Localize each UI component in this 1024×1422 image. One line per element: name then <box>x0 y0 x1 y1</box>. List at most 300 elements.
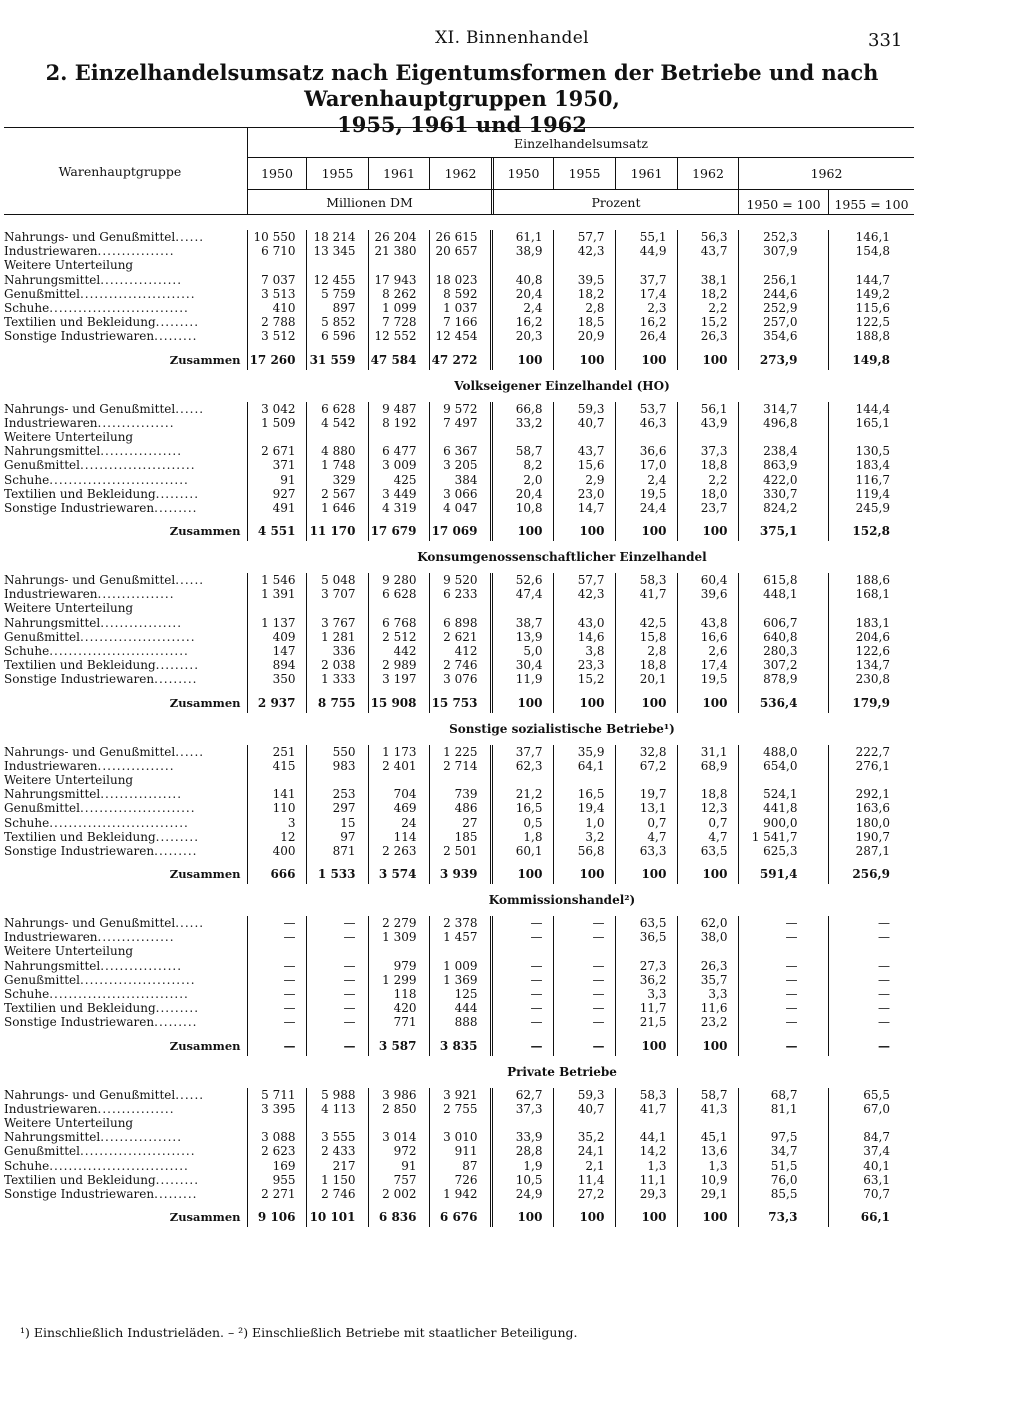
value-cell <box>247 601 306 615</box>
value-cell: 10,8 <box>491 501 553 515</box>
value-cell: 63,3 <box>615 844 677 858</box>
value-cell: 245,9 <box>828 501 920 515</box>
row-label-cell <box>4 402 247 416</box>
value-cell: — <box>491 1001 553 1015</box>
table-row <box>4 616 920 630</box>
value-cell: 615,8 <box>738 573 828 587</box>
leader-dots: ...... <box>175 744 205 759</box>
value-cell: — <box>247 987 306 1001</box>
value-cell: 11,1 <box>615 1173 677 1187</box>
value-cell: 168,1 <box>828 587 920 601</box>
value-cell: 7 497 <box>429 416 491 430</box>
section-heading-cell <box>4 1056 920 1088</box>
total-value-cell: 179,9 <box>828 693 920 713</box>
value-cell: 2 271 <box>247 1187 306 1201</box>
row-label-cell <box>4 501 247 515</box>
value-cell: — <box>491 1015 553 1029</box>
row-label-cell <box>4 672 247 686</box>
value-cell: 863,9 <box>738 458 828 472</box>
value-cell: 1 225 <box>429 745 491 759</box>
value-cell: 34,7 <box>738 1144 828 1158</box>
value-cell: 1 541,7 <box>738 830 828 844</box>
value-cell: 38,0 <box>677 930 738 944</box>
leader-dots: ......... <box>155 829 200 844</box>
total-value-cell: 8 755 <box>306 693 368 713</box>
value-cell: 2,2 <box>677 301 738 315</box>
value-cell: 67,2 <box>615 759 677 773</box>
value-cell: 2 850 <box>368 1102 429 1116</box>
value-cell <box>828 258 920 272</box>
value-cell: 1 509 <box>247 416 306 430</box>
leader-dots: ................. <box>100 272 183 287</box>
value-cell <box>615 944 677 958</box>
leader-dots: ................ <box>97 1101 175 1116</box>
value-cell: 28,8 <box>491 1144 553 1158</box>
value-cell: 38,1 <box>677 273 738 287</box>
row-label-cell <box>4 1187 247 1201</box>
value-cell: 2 501 <box>429 844 491 858</box>
value-cell: 32,8 <box>615 745 677 759</box>
value-cell <box>677 430 738 444</box>
value-cell: 16,2 <box>491 315 553 329</box>
value-cell: 3 076 <box>429 672 491 686</box>
value-cell: 37,7 <box>491 745 553 759</box>
value-cell <box>306 773 368 787</box>
value-cell: 60,4 <box>677 573 738 587</box>
value-cell: 42,5 <box>615 616 677 630</box>
section-heading-cell <box>4 541 920 573</box>
value-cell: 878,9 <box>738 672 828 686</box>
value-cell <box>738 430 828 444</box>
total-value-cell: — <box>247 1036 306 1056</box>
value-cell: 12 454 <box>429 329 491 343</box>
value-cell <box>677 773 738 787</box>
total-row <box>4 864 920 884</box>
row-label: Weitere Unterteilung <box>4 944 134 959</box>
value-cell: 5 852 <box>306 315 368 329</box>
value-cell: 41,3 <box>677 1102 738 1116</box>
total-value-cell: 17 260 <box>247 350 306 370</box>
value-cell: 606,7 <box>738 616 828 630</box>
total-value-cell: 273,9 <box>738 350 828 370</box>
value-cell: 12 455 <box>306 273 368 287</box>
value-cell: 38,7 <box>491 616 553 630</box>
value-cell: 415 <box>247 759 306 773</box>
section-heading-row <box>4 1056 920 1088</box>
row-label: Nahrungs- und Genußmittel <box>4 916 176 931</box>
row-label-cell <box>4 230 247 244</box>
value-cell: 2 512 <box>368 630 429 644</box>
table-row <box>4 329 920 343</box>
value-cell: 44,9 <box>615 244 677 258</box>
total-value-cell: 666 <box>247 864 306 884</box>
value-cell: 2 401 <box>368 759 429 773</box>
table-row <box>4 587 920 601</box>
value-cell: — <box>247 1015 306 1029</box>
value-cell: 10 550 <box>247 230 306 244</box>
value-cell: 625,3 <box>738 844 828 858</box>
row-label: Sonstige Industriewaren <box>4 672 155 687</box>
row-label-cell <box>4 787 247 801</box>
value-cell: — <box>306 916 368 930</box>
value-cell: 1 646 <box>306 501 368 515</box>
value-cell: 384 <box>429 472 491 486</box>
total-value-cell: — <box>491 1036 553 1056</box>
row-label-cell <box>4 1158 247 1172</box>
value-cell: 297 <box>306 801 368 815</box>
value-cell <box>615 430 677 444</box>
total-value-cell: 100 <box>615 350 677 370</box>
value-cell: 16,5 <box>491 801 553 815</box>
total-row <box>4 693 920 713</box>
value-cell: 45,1 <box>677 1130 738 1144</box>
value-cell: 1 099 <box>368 301 429 315</box>
value-cell: 983 <box>306 759 368 773</box>
value-cell: — <box>491 973 553 987</box>
value-cell: 18,8 <box>677 458 738 472</box>
table-row <box>4 1102 920 1116</box>
value-cell: 36,2 <box>615 973 677 987</box>
row-label-cell <box>4 1130 247 1144</box>
value-cell: 550 <box>306 745 368 759</box>
value-cell: 14,6 <box>553 630 615 644</box>
table-row <box>4 1130 920 1144</box>
header-top-rule <box>4 127 914 128</box>
value-cell <box>306 430 368 444</box>
leader-dots: ...... <box>175 916 205 931</box>
value-cell: 47,4 <box>491 587 553 601</box>
value-cell: — <box>738 959 828 973</box>
total-value-cell: 375,1 <box>738 521 828 541</box>
row-label-cell <box>4 944 247 958</box>
table-row <box>4 416 920 430</box>
year-header-1955: 1955 <box>321 166 354 181</box>
row-label: Sonstige Industriewaren <box>4 843 155 858</box>
row-label-cell <box>4 301 247 315</box>
value-cell: 43,7 <box>553 444 615 458</box>
value-cell: 40,8 <box>491 273 553 287</box>
value-cell: 1 546 <box>247 573 306 587</box>
row-label: Nahrungsmittel <box>4 272 101 287</box>
row-label-cell <box>4 472 247 486</box>
value-cell <box>247 944 306 958</box>
value-cell <box>615 1116 677 1130</box>
value-cell: 40,1 <box>828 1158 920 1172</box>
table-row <box>4 1158 920 1172</box>
value-cell: 30,4 <box>491 658 553 672</box>
value-cell: — <box>553 987 615 1001</box>
value-cell <box>306 1116 368 1130</box>
value-cell: 17,0 <box>615 458 677 472</box>
value-cell: 253 <box>306 787 368 801</box>
value-cell: 469 <box>368 801 429 815</box>
value-cell: 640,8 <box>738 630 828 644</box>
section-heading-cell <box>4 884 920 916</box>
value-cell <box>247 430 306 444</box>
leader-dots: ................ <box>97 758 175 773</box>
row-label-cell <box>4 987 247 1001</box>
page-number: 331 <box>868 30 903 51</box>
value-cell: 43,7 <box>677 244 738 258</box>
value-cell: 422,0 <box>738 472 828 486</box>
value-cell: 16,5 <box>553 787 615 801</box>
value-cell: 188,6 <box>828 573 920 587</box>
total-value-cell: 47 584 <box>368 350 429 370</box>
leader-dots: ......... <box>154 500 198 515</box>
table-row <box>4 987 920 1001</box>
leader-dots: ............................. <box>49 815 189 830</box>
leader-dots: ............................. <box>49 1158 189 1173</box>
section-heading-row <box>4 541 920 573</box>
value-cell <box>828 601 920 615</box>
value-cell: 3 707 <box>306 587 368 601</box>
value-cell <box>368 944 429 958</box>
table-row <box>4 1187 920 1201</box>
table-row <box>4 959 920 973</box>
value-cell: 33,2 <box>491 416 553 430</box>
value-cell: 65,5 <box>828 1088 920 1102</box>
value-cell <box>491 1116 553 1130</box>
total-row <box>4 1207 920 1227</box>
row-label-cell <box>4 844 247 858</box>
value-cell <box>306 601 368 615</box>
value-cell: 35,2 <box>553 1130 615 1144</box>
value-cell: 2 038 <box>306 658 368 672</box>
row-label: Nahrungsmittel <box>4 787 101 802</box>
row-label-cell <box>4 773 247 787</box>
value-cell: 37,3 <box>677 444 738 458</box>
table-row <box>4 630 920 644</box>
value-cell: 2 378 <box>429 916 491 930</box>
row-label: Schuhe <box>4 472 50 487</box>
leader-dots: ......... <box>155 658 200 673</box>
row-label: Genußmittel <box>4 1144 80 1159</box>
value-cell: 4 880 <box>306 444 368 458</box>
table-row <box>4 672 920 686</box>
row-label-cell <box>4 587 247 601</box>
value-cell: 81,1 <box>738 1102 828 1116</box>
value-cell: 771 <box>368 1015 429 1029</box>
row-label: Genußmittel <box>4 286 80 301</box>
value-cell: 491 <box>247 501 306 515</box>
value-cell: 287,1 <box>828 844 920 858</box>
value-cell <box>553 430 615 444</box>
row-label: Schuhe <box>4 644 50 659</box>
row-label-cell <box>4 916 247 930</box>
total-value-cell: 17 679 <box>368 521 429 541</box>
value-cell: 3 513 <box>247 287 306 301</box>
value-cell: 9 280 <box>368 573 429 587</box>
value-cell: 10,9 <box>677 1173 738 1187</box>
spanner-header: Einzelhandelsumsatz <box>514 136 648 151</box>
value-cell: 11,4 <box>553 1173 615 1187</box>
table-row <box>4 1173 920 1187</box>
value-cell: 2,6 <box>677 644 738 658</box>
leader-dots: ......... <box>154 1186 198 1201</box>
value-cell: 257,0 <box>738 315 828 329</box>
row-label: Industriewaren <box>4 415 98 430</box>
value-cell: 59,3 <box>553 402 615 416</box>
value-cell: 37,4 <box>828 1144 920 1158</box>
value-cell: 9 572 <box>429 402 491 416</box>
total-value-cell: — <box>306 1036 368 1056</box>
value-cell: 897 <box>306 301 368 315</box>
value-cell: 2 621 <box>429 630 491 644</box>
section-heading-row <box>4 713 920 745</box>
table-row <box>4 644 920 658</box>
leader-dots: ......... <box>154 843 198 858</box>
row-label-cell <box>4 430 247 444</box>
value-cell: 146,1 <box>828 230 920 244</box>
row-label: Genußmittel <box>4 801 80 816</box>
value-cell: 17,4 <box>677 658 738 672</box>
value-cell: 448,1 <box>738 587 828 601</box>
value-cell: 488,0 <box>738 745 828 759</box>
value-cell <box>553 773 615 787</box>
value-cell: — <box>553 1015 615 1029</box>
total-value-cell: 100 <box>677 693 738 713</box>
total-value-cell: 9 106 <box>247 1207 306 1227</box>
value-cell: 19,5 <box>615 487 677 501</box>
table-row <box>4 258 920 272</box>
row-label-cell <box>4 759 247 773</box>
value-cell: 4 047 <box>429 501 491 515</box>
value-cell: 2,2 <box>677 472 738 486</box>
value-cell: 496,8 <box>738 416 828 430</box>
total-value-cell: 2 937 <box>247 693 306 713</box>
section-heading: Konsumgenossenschaftlicher Einzelhandel <box>417 550 707 564</box>
value-cell: 1 037 <box>429 301 491 315</box>
value-cell: — <box>738 973 828 987</box>
value-cell: 154,8 <box>828 244 920 258</box>
value-cell: 5 711 <box>247 1088 306 1102</box>
value-cell: 314,7 <box>738 402 828 416</box>
row-label-cell <box>4 487 247 501</box>
value-cell: 955 <box>247 1173 306 1187</box>
value-cell: 217 <box>306 1158 368 1172</box>
value-cell: 56,1 <box>677 402 738 416</box>
leader-dots: ............................. <box>49 987 189 1002</box>
value-cell: 888 <box>429 1015 491 1029</box>
value-cell: 24,9 <box>491 1187 553 1201</box>
value-cell: 87 <box>429 1158 491 1172</box>
unit-prozent: Prozent <box>591 195 641 210</box>
value-cell: 410 <box>247 301 306 315</box>
value-cell: 1 391 <box>247 587 306 601</box>
value-cell: 13 345 <box>306 244 368 258</box>
leader-dots: ............................. <box>49 472 189 487</box>
value-cell: 23,0 <box>553 487 615 501</box>
value-cell: 183,1 <box>828 616 920 630</box>
value-cell: 371 <box>247 458 306 472</box>
value-cell: 2 714 <box>429 759 491 773</box>
total-value-cell: 591,4 <box>738 864 828 884</box>
value-cell: 70,7 <box>828 1187 920 1201</box>
value-cell <box>429 258 491 272</box>
value-cell: 7 166 <box>429 315 491 329</box>
value-cell: 1 748 <box>306 458 368 472</box>
table-row <box>4 301 920 315</box>
value-cell: 40,7 <box>553 416 615 430</box>
leader-dots: ...... <box>175 401 205 416</box>
value-cell: 5 988 <box>306 1088 368 1102</box>
total-value-cell: 100 <box>553 521 615 541</box>
value-cell: 6 596 <box>306 329 368 343</box>
value-cell: 204,6 <box>828 630 920 644</box>
leader-dots: ............................. <box>49 301 189 316</box>
total-value-cell: 10 101 <box>306 1207 368 1227</box>
leader-dots: ......... <box>154 672 198 687</box>
table-row <box>4 759 920 773</box>
value-cell <box>828 1116 920 1130</box>
value-cell: 1,0 <box>553 815 615 829</box>
value-cell: 27,3 <box>615 959 677 973</box>
value-cell: 20 657 <box>429 244 491 258</box>
value-cell: 3 555 <box>306 1130 368 1144</box>
value-cell: 10,5 <box>491 1173 553 1187</box>
value-cell <box>553 601 615 615</box>
total-value-cell: 1 533 <box>306 864 368 884</box>
value-cell: 292,1 <box>828 787 920 801</box>
value-cell: 15,6 <box>553 458 615 472</box>
leader-dots: ................. <box>100 615 183 630</box>
table-row <box>4 844 920 858</box>
total-label: Zusammen <box>169 524 241 538</box>
value-cell: 110 <box>247 801 306 815</box>
leader-dots: ........................ <box>79 286 196 301</box>
value-cell: 0,5 <box>491 815 553 829</box>
total-value-cell: 15 908 <box>368 693 429 713</box>
value-cell: — <box>828 930 920 944</box>
row-label: Textilien und Bekleidung <box>4 1001 156 1016</box>
value-cell: — <box>828 1001 920 1015</box>
table-row <box>4 501 920 515</box>
value-cell: 252,9 <box>738 301 828 315</box>
value-cell: 3 066 <box>429 487 491 501</box>
value-cell: 44,1 <box>615 1130 677 1144</box>
value-cell: 51,5 <box>738 1158 828 1172</box>
leader-dots: ................. <box>100 958 183 973</box>
value-cell: 20,4 <box>491 287 553 301</box>
total-value-cell: 3 574 <box>368 864 429 884</box>
value-cell: 5 759 <box>306 287 368 301</box>
total-value-cell: 100 <box>491 521 553 541</box>
leader-dots: ............................. <box>49 644 189 659</box>
row-label-cell <box>4 644 247 658</box>
value-cell: 2,0 <box>491 472 553 486</box>
value-cell: 15 <box>306 815 368 829</box>
value-cell: — <box>553 959 615 973</box>
value-cell: — <box>306 973 368 987</box>
value-cell: 62,7 <box>491 1088 553 1102</box>
value-cell: 11,9 <box>491 672 553 686</box>
value-cell: 57,7 <box>553 230 615 244</box>
value-cell: 29,1 <box>677 1187 738 1201</box>
value-cell: — <box>828 959 920 973</box>
value-cell: 68,7 <box>738 1088 828 1102</box>
table-row <box>4 487 920 501</box>
row-label: Nahrungsmittel <box>4 958 101 973</box>
value-cell: 280,3 <box>738 644 828 658</box>
value-cell: 1 369 <box>429 973 491 987</box>
value-cell: 2,8 <box>615 644 677 658</box>
value-cell <box>738 944 828 958</box>
value-cell: 486 <box>429 801 491 815</box>
row-label: Textilien und Bekleidung <box>4 486 156 501</box>
value-cell: 3 009 <box>368 458 429 472</box>
leader-dots: ........................ <box>79 629 196 644</box>
row-label-cell <box>4 801 247 815</box>
